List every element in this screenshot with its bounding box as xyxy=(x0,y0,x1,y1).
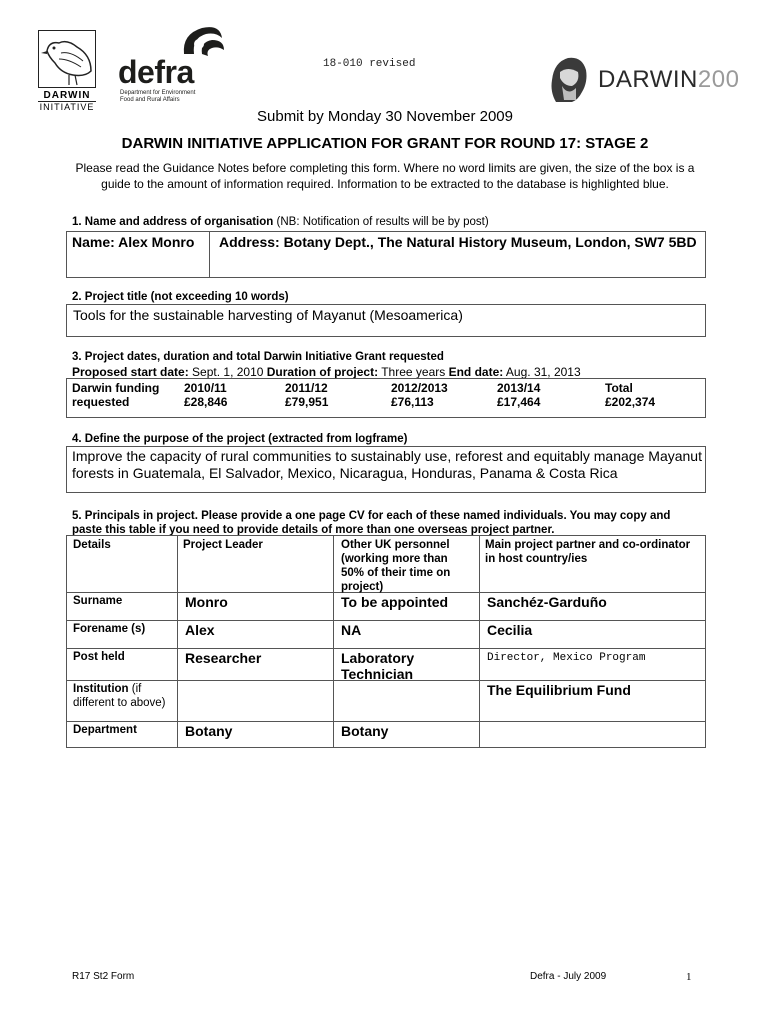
funding-total-label: Total xyxy=(605,381,633,395)
section1-heading-note: (NB: Notification of results will be by post) xyxy=(273,216,489,228)
funding-table xyxy=(66,378,706,418)
page-number: 1 xyxy=(686,971,692,983)
section2-heading: 2. Project title (not exceeding 10 words) xyxy=(72,291,289,303)
section1-heading-bold: 1. Name and address of organisation xyxy=(72,216,274,228)
footer-date: Defra - July 2009 xyxy=(530,971,607,982)
funding-year: 2011/12 xyxy=(285,381,328,395)
funding-label xyxy=(72,381,159,409)
darwin-logo-text: DARWIN xyxy=(43,90,91,101)
row-label-surname: Surname xyxy=(73,595,123,607)
row-label-institution xyxy=(73,682,173,710)
funding-year: 2010/11 xyxy=(184,381,227,395)
funding-total-cell[interactable] xyxy=(605,381,655,409)
footer-form-id: R17 St2 Form xyxy=(72,971,135,982)
funding-amount: £79,951 xyxy=(285,395,329,409)
funding-amount: £28,846 xyxy=(184,395,228,409)
darwin200-logo xyxy=(542,52,742,104)
partner-institution[interactable]: The Equilibrium Fund xyxy=(487,682,631,698)
funding-year-cell[interactable] xyxy=(184,381,227,409)
defra-subtitle-line2: Food and Rural Affairs xyxy=(120,97,180,103)
purpose-field[interactable]: Improve the capacity of rural communities to sustainably use, reforest and equitably manage Mayanut forests in Guatemala, El Salvador, Mexico, Nicaragua, Honduras, Panama & Costa Rica xyxy=(72,448,702,481)
col-divider xyxy=(333,536,334,747)
partner-surname[interactable]: Sanchéz-Garduño xyxy=(487,594,607,610)
row-divider xyxy=(67,620,705,621)
bird-icon xyxy=(39,31,95,87)
duration-label: Duration of project: xyxy=(266,365,379,379)
section1-heading xyxy=(72,216,489,228)
funding-year: 2012/2013 xyxy=(391,381,448,395)
defra-logo xyxy=(118,24,228,104)
partner-forename[interactable]: Cecilia xyxy=(487,622,533,638)
uk-department[interactable]: Botany xyxy=(341,723,389,739)
col-divider xyxy=(177,536,178,747)
col-header-uk-personnel: Other UK personnel (working more than 50% of their time on project) xyxy=(341,539,451,593)
organisation-name-field[interactable]: Name: Alex Monro xyxy=(72,234,195,250)
funding-year-cell[interactable] xyxy=(285,381,328,409)
funding-amount: £17,464 xyxy=(497,395,541,409)
organisation-address-field[interactable]: Address: Botany Dept., The Natural History Museum, London, SW7 5BD xyxy=(219,234,697,250)
project-dates-row xyxy=(72,365,581,379)
col-header-partner: Main project partner and co-ordinator in host country/ies xyxy=(485,539,691,565)
darwin-portrait-icon xyxy=(542,52,592,104)
end-date-label: End date: xyxy=(448,365,504,379)
section4-heading: 4. Define the purpose of the project (extracted from logframe) xyxy=(72,433,408,445)
col-header-leader: Project Leader xyxy=(183,539,263,551)
uk-surname[interactable]: To be appointed xyxy=(341,594,449,610)
reference-code: 18-010 revised xyxy=(323,58,416,70)
divider xyxy=(209,232,210,277)
purpose-box xyxy=(66,446,706,493)
uk-forename[interactable]: NA xyxy=(341,622,362,638)
col-header-details: Details xyxy=(73,539,111,551)
intro-text: Please read the Guidance Notes before completing this form. Where no word limits are given, the size of the box is a guide to the amount of information required. Information to be extracted to the database is highlighted blue. xyxy=(75,161,695,191)
funding-year: 2013/14 xyxy=(497,381,541,395)
defra-swirl-icon xyxy=(180,24,226,58)
funding-label-line1: Darwin funding xyxy=(72,381,160,395)
defra-subtitle-line1: Department for Environment xyxy=(120,90,196,96)
leader-surname[interactable]: Monro xyxy=(185,594,228,610)
row-divider xyxy=(67,648,705,649)
col-divider xyxy=(479,536,480,747)
project-title-box xyxy=(66,304,706,337)
leader-department[interactable]: Botany xyxy=(185,723,233,739)
bird-frame xyxy=(38,30,96,88)
funding-year-cell[interactable] xyxy=(497,381,540,409)
funding-label-line2: requested xyxy=(72,395,130,409)
funding-total-amount: £202,374 xyxy=(605,395,656,409)
section5-heading: 5. Principals in project. Please provide a one page CV for each of these named individuals. You may copy and paste this table if you need to provide details of more than one overseas project partner. xyxy=(72,510,671,536)
row-label-forename: Forename (s) xyxy=(73,623,146,635)
page-title: DARWIN INITIATIVE APPLICATION FOR GRANT FOR ROUND 17: STAGE 2 xyxy=(121,135,649,152)
leader-forename[interactable]: Alex xyxy=(185,622,215,638)
end-date-value[interactable]: Aug. 31, 2013 xyxy=(503,365,581,379)
project-title-field[interactable]: Tools for the sustainable harvesting of Mayanut (Mesoamerica) xyxy=(73,307,463,323)
funding-year-cell[interactable] xyxy=(391,381,448,409)
institution-label-note: (if different to above) xyxy=(73,683,166,709)
row-divider xyxy=(67,721,705,722)
darwin200-word: DARWIN xyxy=(598,66,698,93)
partner-post[interactable]: Director, Mexico Program xyxy=(487,652,646,664)
start-date-value[interactable]: Sept. 1, 2010 xyxy=(188,365,267,379)
funding-amount: £76,113 xyxy=(391,395,434,409)
submit-deadline: Submit by Monday 30 November 2009 xyxy=(257,108,513,125)
darwin-initiative-logo xyxy=(38,30,96,112)
row-label-post: Post held xyxy=(73,651,125,663)
organisation-box xyxy=(66,231,706,278)
institution-label-bold: Institution xyxy=(73,683,129,695)
darwin200-number: 200 xyxy=(697,66,740,93)
leader-post[interactable]: Researcher xyxy=(185,650,262,666)
darwin200-wordmark xyxy=(598,66,739,94)
defra-subtitle xyxy=(120,90,195,104)
defra-wordmark: defra xyxy=(118,54,194,90)
initiative-logo-text: INITIATIVE xyxy=(39,102,95,112)
start-date-label: Proposed start date: xyxy=(72,365,189,379)
section3-heading: 3. Project dates, duration and total Darwin Initiative Grant requested xyxy=(72,351,444,363)
duration-value[interactable]: Three years xyxy=(378,365,449,379)
row-label-department: Department xyxy=(73,724,137,736)
principals-table xyxy=(66,535,706,748)
uk-post[interactable]: Laboratory Technician xyxy=(341,650,415,682)
